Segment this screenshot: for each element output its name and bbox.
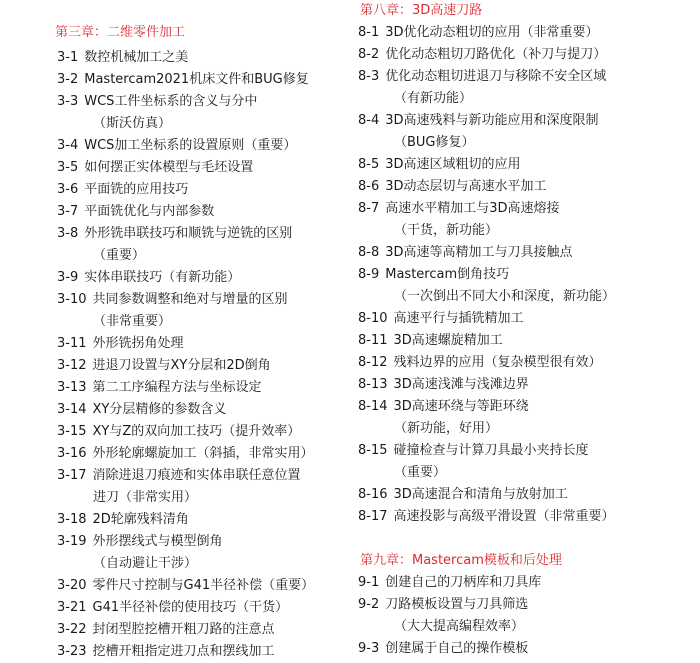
entry-title: 3D高速区域粗切的应用 [385, 157, 521, 172]
entry-number: 9-1 [358, 575, 380, 590]
entry-title: 3D高速混合和清角与放射加工 [393, 487, 568, 502]
toc-entry [358, 176, 698, 198]
toc-entry [57, 597, 347, 619]
toc-entry [57, 201, 347, 223]
toc-entry [358, 638, 698, 660]
entry-title: WCS加工坐标系的设置原则（重要） [84, 138, 297, 153]
toc-entry [358, 198, 698, 242]
chapter-3-column [57, 0, 347, 663]
entry-number: 3-19 [57, 534, 87, 549]
toc-entry [358, 374, 698, 396]
toc-entry [57, 619, 347, 641]
entry-title: 优化动态粗切刀路优化（补刀与提刀） [385, 47, 607, 62]
entry-number: 3-16 [57, 446, 87, 461]
entry-title: 3D高速残料与新功能应用和深度限制 [385, 113, 599, 128]
entry-title-continuation: （重要） [93, 248, 146, 263]
entry-title: 2D轮廓残料清角 [92, 512, 189, 527]
toc-entry [57, 355, 347, 377]
entry-title: 优化动态粗切进退刀与移除不安全区域 [385, 69, 607, 84]
entry-number: 3-7 [57, 204, 79, 219]
toc-entry [57, 223, 347, 267]
entry-number: 8-2 [358, 47, 380, 62]
entry-title: 3D优化动态粗切的应用（非常重要） [385, 25, 599, 40]
entry-title-continuation: （有新功能） [394, 91, 473, 106]
toc-entry [358, 110, 698, 154]
entry-number: 3-11 [57, 336, 87, 351]
entry-title: XY分层精修的参数含义 [92, 402, 227, 417]
entry-title: 创建属于自己的操作模板 [385, 641, 529, 656]
entry-number: 3-2 [57, 72, 79, 87]
entry-title: XY与Z的双向加工技巧（提升效率） [92, 424, 301, 439]
entry-title: 共同参数调整和绝对与增量的区别 [92, 292, 288, 307]
toc-entry [57, 157, 347, 179]
entry-title: 3D高速浅滩与浅滩边界 [393, 377, 529, 392]
entry-title: 创建自己的刀柄库和刀具库 [385, 575, 542, 590]
entry-number: 3-4 [57, 138, 79, 153]
entry-title: 外形摆线式与模型倒角 [92, 534, 223, 549]
toc-entry [358, 396, 698, 440]
toc-entry [358, 154, 698, 176]
chapter-3-list [57, 47, 347, 663]
chapter-8-title: 第八章：3D高速刀路 [360, 3, 483, 18]
toc-entry [358, 66, 698, 110]
entry-title: WCS工件坐标系的含义与分中 [84, 94, 258, 109]
entry-number: 3-15 [57, 424, 87, 439]
toc-entry [358, 594, 698, 638]
entry-title: 消除进退刀痕迹和实体串联任意位置 [92, 468, 301, 483]
toc-entry [57, 377, 347, 399]
entry-title: 零件尺寸控制与G41半径补偿（重要） [92, 578, 315, 593]
toc-entry [358, 352, 698, 374]
entry-number: 8-9 [358, 267, 380, 282]
entry-title: 进退刀设置与XY分层和2D倒角 [92, 358, 271, 373]
entry-title: 高速水平精加工与3D高速熔接 [385, 201, 560, 216]
entry-title: 封闭型腔挖槽开粗刀路的注意点 [92, 622, 275, 637]
entry-number: 8-8 [358, 245, 380, 260]
entry-number: 3-6 [57, 182, 79, 197]
entry-title: 实体串联技巧（有新功能） [84, 270, 241, 285]
toc-entry [57, 531, 347, 575]
toc-entry [57, 399, 347, 421]
toc-entry [358, 506, 698, 528]
toc-entry [358, 484, 698, 506]
toc-entry [358, 242, 698, 264]
entry-title-continuation: （自动避让干涉） [93, 556, 198, 571]
toc-entry [57, 333, 347, 355]
entry-title: 高速平行与插铣精加工 [393, 311, 524, 326]
entry-number: 3-21 [57, 600, 87, 615]
entry-number: 3-9 [57, 270, 79, 285]
chapter-8-list [358, 22, 698, 528]
entry-title: G41半径补偿的使用技巧（干货） [92, 600, 289, 615]
entry-title-continuation: （新功能，好用） [394, 421, 499, 436]
section-gap [358, 528, 698, 550]
entry-title-continuation: （斯沃仿真） [93, 116, 172, 131]
entry-number: 3-10 [57, 292, 87, 307]
entry-number: 8-13 [358, 377, 388, 392]
entry-title: 如何摆正实体模型与毛坯设置 [84, 160, 254, 175]
entry-number: 9-3 [358, 641, 380, 656]
entry-title-continuation: （大大提高编程效率） [394, 619, 525, 634]
entry-title: 碰撞检查与计算刀具最小夹持长度 [393, 443, 589, 458]
entry-title: 3D高速环绕与等距环绕 [393, 399, 529, 414]
toc-entry [57, 465, 347, 509]
entry-number: 3-14 [57, 402, 87, 417]
entry-number: 8-5 [358, 157, 380, 172]
entry-number: 8-15 [358, 443, 388, 458]
entry-title-continuation: （一次倒出不同大小和深度，新功能） [394, 289, 616, 304]
toc-entry [57, 289, 347, 333]
entry-title: 3D动态层切与高速水平加工 [385, 179, 547, 194]
toc-entry [57, 135, 347, 157]
toc-entry [57, 91, 347, 135]
toc-entry [358, 330, 698, 352]
chapter-9-list [358, 572, 698, 660]
toc-entry [57, 179, 347, 201]
entry-number: 3-20 [57, 578, 87, 593]
entry-number: 3-23 [57, 644, 87, 659]
chapter-9-title: 第九章：Mastercam模板和后处理 [360, 553, 562, 568]
entry-title-continuation: （非常重要） [93, 314, 172, 329]
toc-entry [57, 575, 347, 597]
entry-title: 外形铣串联技巧和顺铣与逆铣的区别 [84, 226, 293, 241]
entry-title: 外形轮廓螺旋加工（斜插，非常实用） [92, 446, 314, 461]
entry-title: 平面铣的应用技巧 [84, 182, 189, 197]
entry-number: 8-1 [358, 25, 380, 40]
toc-entry [57, 267, 347, 289]
chapter-8-column [358, 0, 698, 660]
entry-number: 3-22 [57, 622, 87, 637]
entry-title: 数控机械加工之美 [84, 50, 189, 65]
entry-number: 3-12 [57, 358, 87, 373]
entry-number: 9-2 [358, 597, 380, 612]
entry-number: 3-18 [57, 512, 87, 527]
entry-number: 8-4 [358, 113, 380, 128]
toc-entry [57, 47, 347, 69]
entry-title: 平面铣优化与内部参数 [84, 204, 215, 219]
entry-title-continuation: （BUG修复） [394, 135, 475, 150]
entry-title: 3D高速螺旋精加工 [393, 333, 503, 348]
entry-number: 8-12 [358, 355, 388, 370]
toc-entry [358, 22, 698, 44]
toc-entry [358, 440, 698, 484]
entry-title: 刀路模板设置与刀具筛选 [385, 597, 529, 612]
entry-title-continuation: 进刀（非常实用） [93, 490, 198, 505]
toc-entry [358, 44, 698, 66]
toc-entry [57, 69, 347, 91]
entry-number: 3-1 [57, 50, 79, 65]
entry-number: 8-6 [358, 179, 380, 194]
entry-number: 8-7 [358, 201, 380, 216]
entry-number: 8-14 [358, 399, 388, 414]
entry-title: 外形铣拐角处理 [92, 336, 184, 351]
entry-number: 3-5 [57, 160, 79, 175]
chapter-3-title: 第三章：二维零件加工 [55, 25, 186, 40]
entry-title: Mastercam2021机床文件和BUG修复 [84, 72, 309, 87]
entry-number: 8-10 [358, 311, 388, 326]
toc-entry [358, 572, 698, 594]
toc-entry [358, 264, 698, 308]
entry-title: 第二工序编程方法与坐标设定 [92, 380, 262, 395]
toc-entry [57, 421, 347, 443]
toc-entry [57, 443, 347, 465]
entry-title-continuation: （重要） [394, 465, 447, 480]
entry-number: 3-3 [57, 94, 79, 109]
entry-number: 3-13 [57, 380, 87, 395]
toc-entry [358, 308, 698, 330]
entry-number: 3-17 [57, 468, 87, 483]
entry-title: 3D高速等高精加工与刀具接触点 [385, 245, 573, 260]
entry-title: 高速投影与高级平滑设置（非常重要） [393, 509, 615, 524]
entry-number: 8-3 [358, 69, 380, 84]
entry-number: 8-11 [358, 333, 388, 348]
entry-title-continuation: （干货，新功能） [394, 223, 499, 238]
entry-number: 8-17 [358, 509, 388, 524]
entry-title: Mastercam倒角技巧 [385, 267, 510, 282]
entry-title: 残料边界的应用（复杂模型很有效） [393, 355, 602, 370]
entry-number: 3-8 [57, 226, 79, 241]
entry-title: 挖槽开粗指定进刀点和摆线加工 [92, 644, 275, 659]
entry-number: 8-16 [358, 487, 388, 502]
toc-entry [57, 509, 347, 531]
